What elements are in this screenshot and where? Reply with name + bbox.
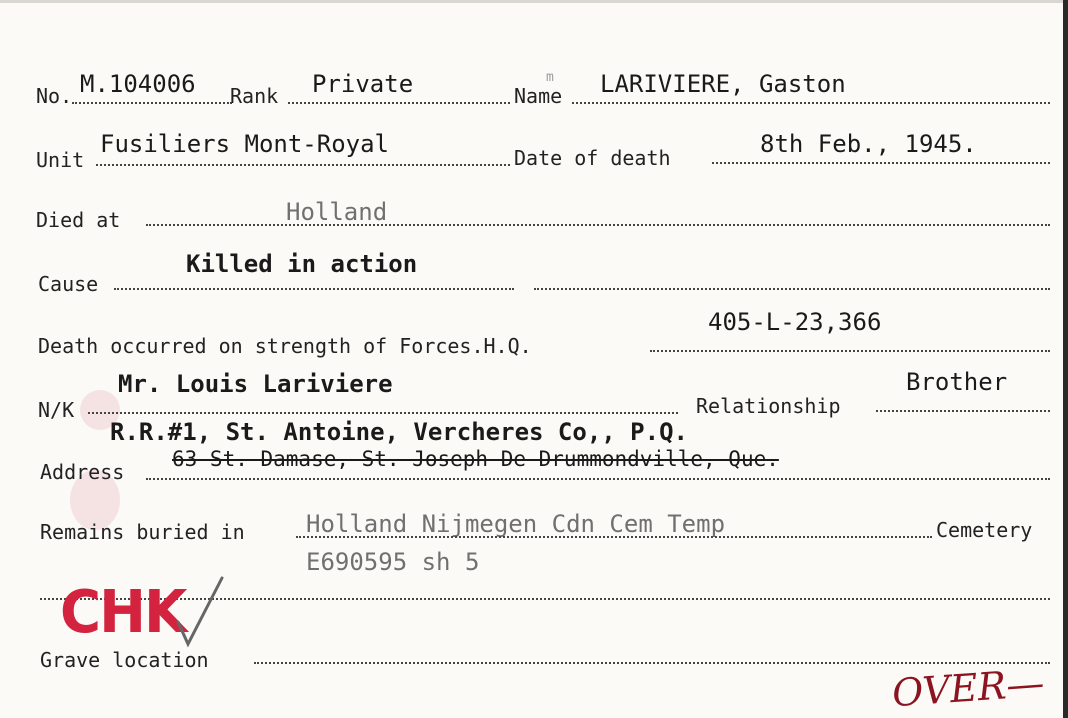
label-no: No. bbox=[36, 84, 73, 108]
relationship-value: Brother bbox=[906, 368, 1008, 396]
address-current: R.R.#1, St. Antoine, Vercheres Co,, P.Q. bbox=[110, 418, 688, 446]
dotted-line bbox=[114, 288, 514, 290]
right-edge bbox=[1063, 0, 1068, 718]
dotted-line bbox=[254, 662, 1050, 664]
date-of-death-value: 8th Feb., 1945. bbox=[760, 130, 977, 158]
dotted-line bbox=[572, 102, 1050, 104]
unit-value: Fusiliers Mont-Royal bbox=[100, 130, 389, 158]
dotted-line bbox=[876, 410, 1050, 412]
address-old-struck: 63 St.-Damase,-St.-Joseph De Drummondville,-Que. bbox=[172, 447, 779, 471]
label-date-of-death: Date of death bbox=[514, 146, 671, 170]
label-cause: Cause bbox=[38, 272, 99, 296]
check-mark-icon bbox=[170, 572, 230, 652]
cause-value: Killed in action bbox=[186, 250, 418, 278]
dotted-line bbox=[534, 288, 1050, 290]
service-number: M.104006 bbox=[80, 70, 196, 98]
dotted-line bbox=[96, 164, 510, 166]
dotted-line bbox=[288, 102, 510, 104]
chk-stamp: CHK bbox=[60, 578, 186, 647]
died-at-value: Holland bbox=[286, 198, 388, 226]
dotted-line bbox=[712, 162, 1050, 164]
label-rank: Rank bbox=[230, 84, 279, 108]
dotted-line bbox=[146, 224, 1050, 226]
label-grave-location: Grave location bbox=[40, 648, 209, 672]
label-died-at: Died at bbox=[36, 208, 121, 232]
label-death-strength: Death occurred on strength of Forces.H.Q. bbox=[38, 334, 532, 358]
burial-value: Holland Nijmegen Cdn Cem Temp bbox=[306, 510, 726, 538]
dotted-line bbox=[650, 350, 1050, 352]
file-reference: 405-L-23,366 bbox=[708, 308, 882, 336]
label-remains-buried: Remains buried in bbox=[40, 520, 245, 544]
dotted-line bbox=[146, 478, 1050, 480]
name-correction: m bbox=[546, 70, 554, 85]
burial-reference: E690595 sh 5 bbox=[306, 548, 480, 576]
dotted-line bbox=[72, 102, 232, 104]
label-unit: Unit bbox=[36, 148, 85, 172]
over-note: OVER— bbox=[890, 660, 1046, 716]
label-cemetery: Cemetery bbox=[936, 518, 1033, 542]
dotted-line bbox=[296, 536, 932, 538]
top-edge bbox=[0, 0, 1068, 3]
label-relationship: Relationship bbox=[696, 394, 841, 418]
label-address: Address bbox=[40, 460, 125, 484]
label-name: Name bbox=[514, 84, 563, 108]
dotted-line bbox=[88, 412, 678, 414]
rank-value: Private bbox=[312, 70, 414, 98]
next-of-kin-value: Mr. Louis Lariviere bbox=[118, 370, 393, 398]
name-value: LARIVIERE, Gaston bbox=[600, 70, 846, 98]
label-nk: N/K bbox=[38, 398, 75, 422]
